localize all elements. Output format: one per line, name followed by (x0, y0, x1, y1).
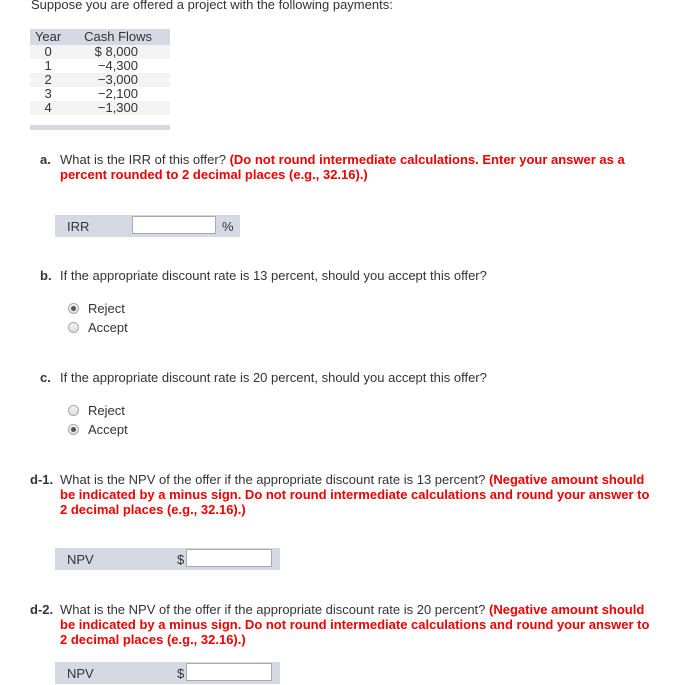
radio-c-reject[interactable] (68, 403, 125, 418)
year-cell: 2 (30, 73, 66, 87)
intro-text: Suppose you are offered a project with the following payments: (31, 0, 393, 12)
cash-flow-table (30, 29, 170, 115)
npv20-input[interactable] (186, 663, 272, 681)
cash-cell: −1,300 (66, 101, 170, 115)
cash-cell: −3,000 (66, 73, 170, 87)
cash-cell: −2,100 (97, 86, 138, 101)
question-label: d-2. (30, 602, 54, 617)
col-cash-flows: Cash Flows (66, 29, 170, 45)
cash-cell: −4,300 (97, 58, 138, 73)
table-row (30, 73, 170, 87)
table-row (30, 45, 170, 59)
question-text: What is the IRR of this offer? (60, 152, 226, 167)
irr-label: IRR (67, 219, 90, 234)
radio-icon[interactable] (68, 405, 79, 416)
npv13-answer-row (55, 548, 280, 570)
radio-b-reject[interactable] (68, 301, 125, 316)
year-cell: 0 (30, 45, 66, 59)
dollar-unit: $ (177, 666, 185, 681)
table-row (30, 87, 170, 101)
question-c (40, 370, 650, 385)
radio-selected-icon[interactable] (68, 303, 79, 314)
radio-c-accept[interactable] (68, 422, 128, 437)
question-a (40, 152, 650, 182)
table-footer-bar (30, 125, 170, 130)
table-row (30, 59, 170, 73)
col-year: Year (30, 29, 66, 45)
question-d2 (30, 602, 650, 647)
question-text: What is the NPV of the offer if the appropriate discount rate is 13 percent? (60, 472, 486, 487)
irr-input[interactable] (132, 216, 216, 234)
irr-answer-row (55, 215, 240, 237)
radio-selected-icon[interactable] (68, 424, 79, 435)
cash-cell: $ 8,000 (66, 45, 170, 59)
question-label: b. (40, 268, 52, 283)
option-label: Reject (88, 301, 125, 316)
question-label: c. (40, 370, 51, 385)
dollar-unit: $ (177, 552, 185, 567)
npv13-input[interactable] (186, 549, 272, 567)
radio-icon[interactable] (68, 322, 79, 333)
question-text: If the appropriate discount rate is 13 percent, should you accept this offer? (60, 268, 487, 283)
percent-unit: % (222, 219, 234, 234)
instructions: (Do not round intermediate calculations. Enter your answer as a percent rounded to 2 decimal places (e.g., 32.16).) (60, 152, 625, 182)
table-row (30, 101, 170, 115)
question-text: If the appropriate discount rate is 20 percent, should you accept this offer? (60, 370, 487, 385)
option-label: Accept (88, 320, 128, 335)
question-b (40, 268, 650, 283)
radio-b-accept[interactable] (68, 320, 128, 335)
question-text: What is the NPV of the offer if the appropriate discount rate is 20 percent? (60, 602, 486, 617)
year-cell: 4 (30, 101, 66, 115)
question-d1 (30, 472, 650, 517)
option-label: Reject (88, 403, 125, 418)
question-label: a. (40, 152, 51, 167)
npv-label: NPV (67, 666, 94, 681)
option-label: Accept (88, 422, 128, 437)
instructions: (Negative amount should be indicated by a minus sign. Do not round intermediate calculations and round your answer to 2 decimal places (e.g., 32.16).) (60, 472, 650, 517)
npv20-answer-row (55, 662, 280, 684)
question-label: d-1. (30, 472, 54, 487)
npv-label: NPV (67, 552, 94, 567)
year-cell: 1 (44, 58, 52, 73)
year-cell: 3 (44, 86, 52, 101)
instructions: (Negative amount should be indicated by a minus sign. Do not round intermediate calculations and round your answer to 2 decimal places (e.g., 32.16).) (60, 602, 650, 647)
